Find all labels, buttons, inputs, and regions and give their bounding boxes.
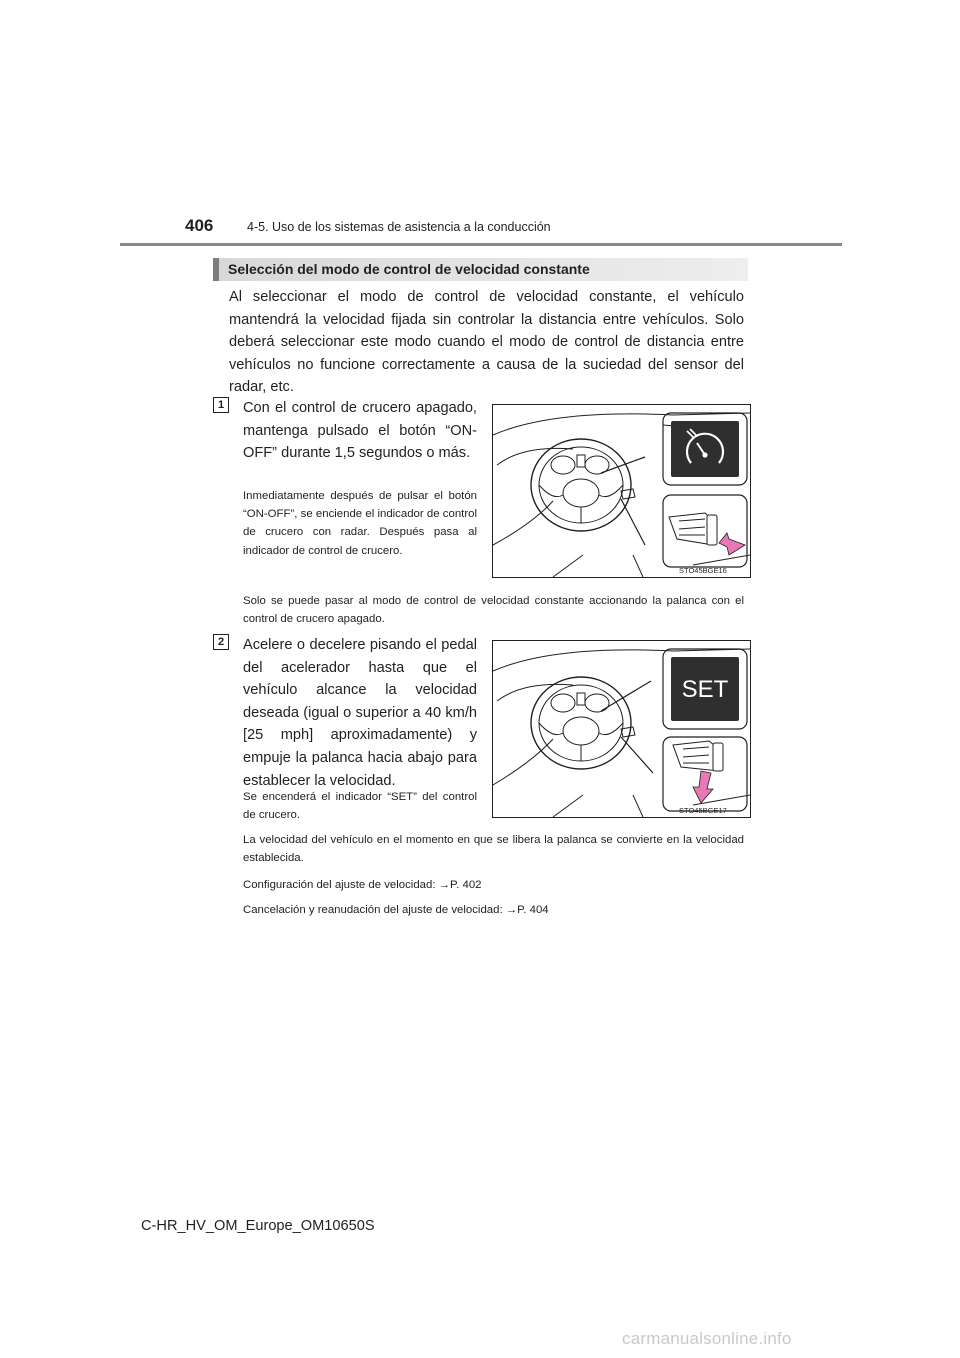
page-number: 406 — [185, 216, 214, 235]
section-heading: Selección del modo de control de velocidad constante — [213, 258, 748, 281]
reference-speed-setting[interactable]: Configuración del ajuste de velocidad: →P. 402 — [243, 879, 482, 891]
figure-step-1 — [492, 404, 751, 578]
figure-code-2: STO45BGE17 — [679, 806, 727, 815]
step-1-full-note: Solo se puede pasar al modo de control de velocidad constante accionando la palanca con el control de crucero apagado. — [243, 595, 744, 626]
reference-cancel-resume[interactable]: Cancelación y reanudación del ajuste de velocidad: →P. 404 — [243, 904, 549, 916]
figure-step-2 — [492, 640, 751, 818]
step-1-number: 1 — [213, 397, 229, 413]
cruise-control-speedometer-icon — [671, 421, 739, 477]
press-arrow-icon — [719, 533, 745, 555]
chapter-title: 4-5. Uso de los sistemas de asistencia a la conducción — [247, 220, 551, 234]
watermark: carmanualsonline.info — [622, 1329, 792, 1348]
header-divider — [120, 243, 842, 246]
cruise-lever-drawing — [673, 741, 723, 771]
set-indicator-text: SET — [681, 676, 729, 703]
steering-wheel-illustration-1 — [493, 405, 750, 577]
step-2-full-note: La velocidad del vehículo en el momento en que se libera la palanca se convierte en la velocidad establecida. — [243, 834, 744, 865]
step-2-instruction: Acelere o decelere pisando el pedal del acelerador hasta que el vehículo alcance la velocidad deseada (igual o superior a 40 km/h [25 mph] aproximadamente) y empuje la palanca hacia abajo para establecer la velocidad. — [243, 637, 477, 789]
step-1-note: Inmediatamente después de pulsar el botón “ON-OFF”, se enciende el indicador de control de crucero con radar. Después pasa al indicador de control de crucero. — [243, 490, 477, 557]
push-down-arrow-icon — [693, 771, 713, 803]
figure-code-1: STO45BGE16 — [679, 566, 727, 575]
step-1-instruction: Con el control de crucero apagado, mantenga pulsado el botón “ON-OFF” durante 1,5 segundos o más. — [243, 400, 477, 462]
section-intro: Al seleccionar el modo de control de velocidad constante, el vehículo mantendrá la velocidad fijada sin controlar la distancia entre vehículos. Solo deberá seleccionar este modo cuando el modo de control de distancia entre vehículos no funcione correctamente a causa de la suciedad del sensor del radar, etc. — [229, 289, 744, 396]
set-indicator-display — [671, 657, 739, 721]
step-2-number: 2 — [213, 634, 229, 650]
step-2-note: Se encenderá el indicador “SET” del control de crucero. — [243, 791, 477, 822]
cruise-lever-drawing — [669, 513, 717, 545]
steering-wheel-illustration-2 — [493, 641, 750, 817]
footer-doc-code: C-HR_HV_OM_Europe_OM10650S — [141, 1218, 375, 1234]
